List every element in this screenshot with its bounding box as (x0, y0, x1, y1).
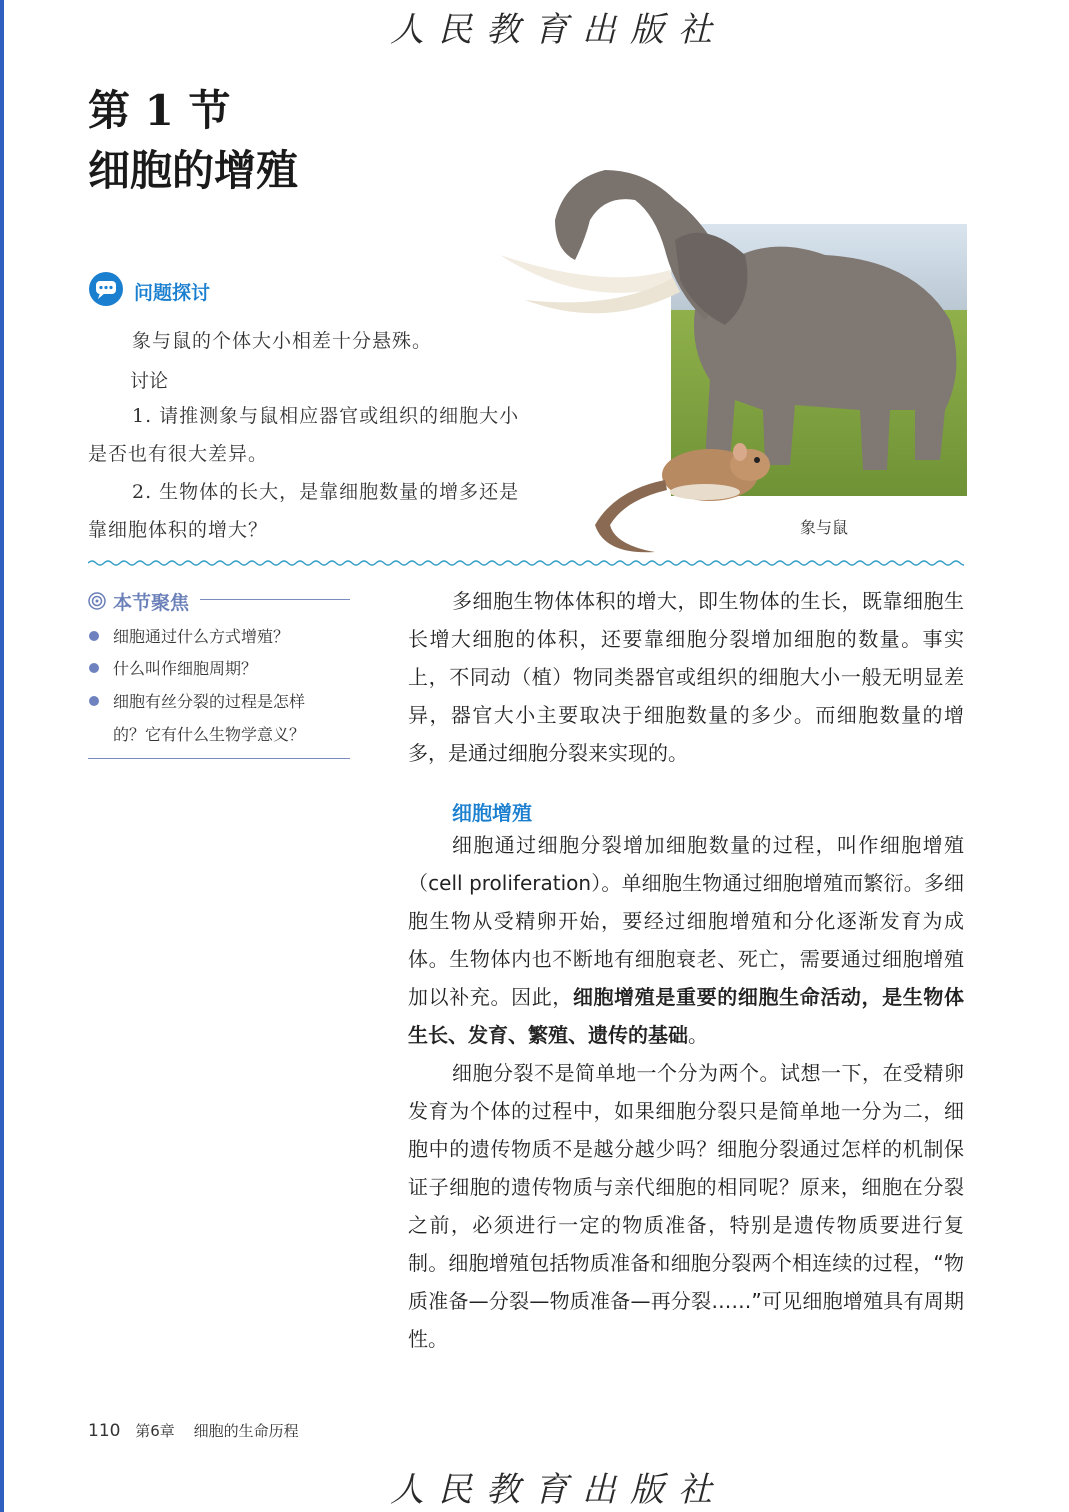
question-1-line-2: 是否也有很大差异。 (88, 443, 269, 465)
chapter-title: 细胞的生命历程 (193, 1422, 299, 1440)
target-icon (88, 592, 106, 610)
focus-rule (200, 599, 350, 600)
focus-bullet (89, 663, 99, 673)
question-2-line-2: 靠细胞体积的增大？ (88, 519, 269, 541)
subsection-heading: 细胞增殖 (452, 801, 532, 825)
page-number: 110 (88, 1421, 121, 1441)
intro-paragraph: 多细胞生物体体积的增大，即生物体的生长，既靠细胞生长增大细胞的体积，还要靠细胞分裂增加细胞的数量。事实上，不同动（植）物同类器官或组织的细胞大小一般无明显差异，器官大小主要取决于细胞数量的多少。而细胞数量的增多，是通过细胞分裂来实现的。 (408, 589, 964, 765)
paragraph-1-end: 。 (688, 1023, 708, 1047)
figure-caption: 象与鼠 (800, 518, 849, 537)
publisher-watermark-bottom: 人民教育出版社 (390, 1470, 726, 1510)
paragraph-1-key-statement: 细胞增殖是重要的细胞生命活动，是生物体生长、发育、繁殖、遗传的基础 (408, 985, 965, 1047)
question-1-line-1: 1. 请推测象与鼠相应器官或组织的细胞大小 (132, 405, 520, 427)
focus-item-3-line-1: 细胞有丝分裂的过程是怎样 (113, 692, 306, 711)
paragraph-2: 细胞分裂不是简单地一个分为两个。试想一下，在受精卵发育为个体的过程中，如果细胞分裂只是简单地一分为二，细胞中的遗传物质不是越分越少吗？细胞分裂通过怎样的机制保证子细胞的遗传物质与亲代细胞的相同呢？原来，细胞在分裂之前，必须进行一定的物质准备，特别是遗传物质要进行复制。细胞增殖包括物质准备和细胞分裂两个相连续的过程，“物质准备—分裂—物质准备—再分裂……”可见细胞增殖具有周期性。 (408, 1061, 964, 1351)
wavy-divider (88, 558, 964, 568)
discussion-intro: 象与鼠的个体大小相差十分悬殊。 (132, 330, 433, 352)
intro-paragraph-block (408, 582, 964, 772)
discussion-subheading: 讨论 (130, 370, 169, 392)
focus-item-3-line-2: 的？它有什么生物学意义？ (113, 725, 306, 744)
focus-heading: 本节聚焦 (113, 592, 190, 614)
paragraph-1 (408, 826, 964, 1054)
section-number: 第 1 节 (88, 86, 231, 135)
section-title: 细胞的增殖 (88, 146, 299, 195)
section-body (408, 826, 964, 1358)
focus-bullet (89, 696, 99, 706)
paragraph-1-text: 细胞通过细胞分裂增加细胞数量的过程，叫作细胞增殖（cell proliferation）。单细胞生物通过细胞增殖而繁衍。多细胞生物从受精卵开始，要经过细胞增殖和分化逐渐发育为成体。生物体内也不断地有细胞衰老、死亡，需要通过细胞增殖加以补充。因此， (408, 833, 964, 1009)
question-2-line-1: 2. 生物体的长大，是靠细胞数量的增多还是 (132, 481, 520, 503)
chapter-label: 第6章 (135, 1422, 175, 1440)
discussion-heading: 问题探讨 (134, 282, 211, 304)
focus-item-2: 什么叫作细胞周期？ (113, 659, 258, 678)
publisher-watermark-top: 人民教育出版社 (390, 10, 726, 50)
speech-bubble-icon (88, 271, 124, 307)
elephant-mouse-photo (495, 160, 967, 555)
left-edge-bar (0, 0, 4, 1512)
focus-bullet (89, 631, 99, 641)
page-footer (88, 1420, 299, 1441)
focus-bottom-rule (88, 758, 350, 759)
focus-item-1: 细胞通过什么方式增殖？ (113, 627, 290, 646)
